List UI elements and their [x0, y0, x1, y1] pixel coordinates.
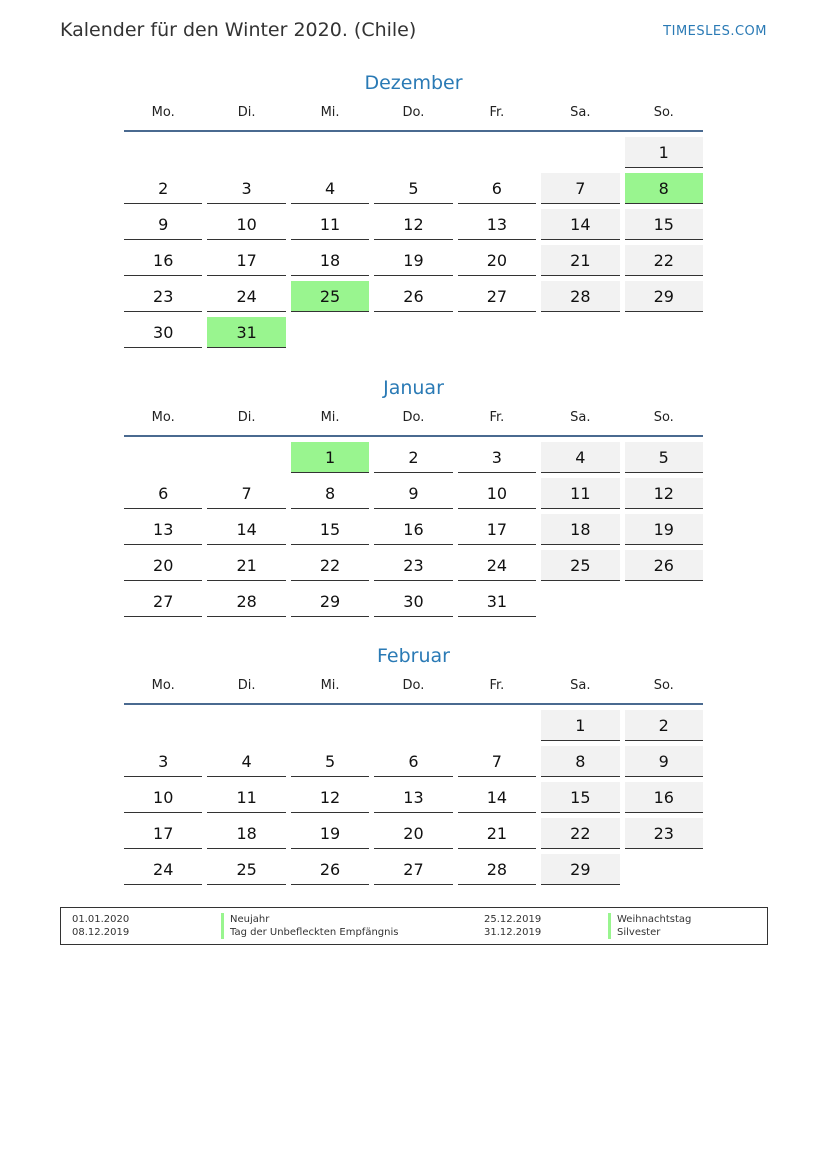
legend-holiday-name: Neujahr [221, 913, 269, 926]
empty-day-cell [625, 586, 703, 617]
day-cell: 21 [458, 818, 536, 849]
weekday-label: Mi. [320, 105, 340, 120]
day-cell: 1 [291, 442, 369, 473]
day-cell: 27 [124, 586, 202, 617]
day-cell: 16 [625, 782, 703, 813]
day-cell: 9 [124, 209, 202, 240]
day-cell: 5 [291, 746, 369, 777]
day-cell: 27 [458, 281, 536, 312]
page-title: Kalender für den Winter 2020. (Chile) [60, 19, 417, 41]
day-cell: 25 [541, 550, 619, 581]
day-cell: 14 [207, 514, 285, 545]
day-cell: 19 [291, 818, 369, 849]
day-cell: 13 [458, 209, 536, 240]
day-cell: 16 [124, 245, 202, 276]
day-cell: 10 [207, 209, 285, 240]
day-cell: 6 [124, 478, 202, 509]
day-cell: 18 [207, 818, 285, 849]
week-row [124, 442, 703, 473]
day-cell: 19 [374, 245, 452, 276]
day-cell: 29 [541, 854, 619, 885]
day-cell: 8 [625, 173, 703, 204]
day-cell: 28 [207, 586, 285, 617]
day-cell: 20 [124, 550, 202, 581]
day-cell: 2 [124, 173, 202, 204]
day-cell: 15 [625, 209, 703, 240]
legend-date: 25.12.2019 [484, 914, 542, 925]
month-dezember [124, 68, 703, 353]
day-cell: 26 [374, 281, 452, 312]
day-cell: 12 [625, 478, 703, 509]
empty-day-cell [458, 317, 536, 348]
day-cell: 7 [541, 173, 619, 204]
weekday-label: So. [653, 105, 674, 120]
empty-day-cell [291, 710, 369, 741]
month-februar [124, 641, 703, 890]
day-cell: 4 [541, 442, 619, 473]
empty-day-cell [458, 710, 536, 741]
day-cell: 17 [124, 818, 202, 849]
week-row [124, 245, 703, 276]
empty-day-cell [124, 442, 202, 473]
day-cell: 28 [541, 281, 619, 312]
day-cell: 3 [124, 746, 202, 777]
day-cell: 11 [207, 782, 285, 813]
day-cell: 1 [625, 137, 703, 168]
day-cell: 25 [207, 854, 285, 885]
week-row [124, 818, 703, 849]
day-cell: 17 [207, 245, 285, 276]
week-row [124, 782, 703, 813]
weekday-label: Fr. [489, 678, 505, 693]
day-cell: 26 [625, 550, 703, 581]
day-cell: 8 [541, 746, 619, 777]
weekday-header [124, 407, 703, 437]
empty-day-cell [207, 442, 285, 473]
day-cell: 3 [207, 173, 285, 204]
day-cell: 9 [625, 746, 703, 777]
holiday-legend [60, 907, 768, 945]
day-cell: 20 [458, 245, 536, 276]
day-cell: 7 [207, 478, 285, 509]
week-row [124, 478, 703, 509]
empty-day-cell [625, 854, 703, 885]
weekday-label: So. [653, 410, 674, 425]
weekday-label: Do. [402, 105, 425, 120]
day-cell: 2 [625, 710, 703, 741]
brand-link[interactable]: TIMESLES.COM [663, 24, 767, 39]
empty-day-cell [207, 710, 285, 741]
week-row [124, 586, 703, 617]
day-cell: 31 [458, 586, 536, 617]
empty-day-cell [291, 137, 369, 168]
day-cell: 14 [541, 209, 619, 240]
empty-day-cell [124, 137, 202, 168]
day-cell: 9 [374, 478, 452, 509]
day-cell: 23 [374, 550, 452, 581]
day-cell: 13 [374, 782, 452, 813]
empty-day-cell [541, 586, 619, 617]
month-januar [124, 373, 703, 622]
legend-holiday-name: Weihnachtstag [608, 913, 691, 926]
day-cell: 31 [207, 317, 285, 348]
empty-day-cell [458, 137, 536, 168]
empty-day-cell [541, 137, 619, 168]
day-cell: 18 [541, 514, 619, 545]
weekday-label: Mi. [320, 410, 340, 425]
day-cell: 25 [291, 281, 369, 312]
day-cell: 6 [374, 746, 452, 777]
day-cell: 28 [458, 854, 536, 885]
legend-holiday-name: Tag der Unbefleckten Empfängnis [221, 926, 398, 939]
day-cell: 20 [374, 818, 452, 849]
weekday-label: Mi. [320, 678, 340, 693]
week-row [124, 209, 703, 240]
day-cell: 30 [374, 586, 452, 617]
empty-day-cell [374, 137, 452, 168]
empty-day-cell [124, 710, 202, 741]
week-row [124, 281, 703, 312]
weekday-label: Mo. [151, 410, 175, 425]
empty-day-cell [207, 137, 285, 168]
day-cell: 8 [291, 478, 369, 509]
day-cell: 24 [207, 281, 285, 312]
weeks [124, 710, 703, 885]
day-cell: 16 [374, 514, 452, 545]
weekday-label: Di. [237, 678, 256, 693]
day-cell: 4 [291, 173, 369, 204]
day-cell: 14 [458, 782, 536, 813]
weekday-header [124, 102, 703, 132]
weekday-label: Sa. [570, 410, 591, 425]
day-cell: 19 [625, 514, 703, 545]
day-cell: 26 [291, 854, 369, 885]
day-cell: 24 [458, 550, 536, 581]
weekday-label: Do. [402, 678, 425, 693]
day-cell: 7 [458, 746, 536, 777]
day-cell: 23 [124, 281, 202, 312]
day-cell: 5 [625, 442, 703, 473]
week-row [124, 710, 703, 741]
day-cell: 21 [541, 245, 619, 276]
legend-date: 01.01.2020 [72, 914, 130, 925]
day-cell: 11 [291, 209, 369, 240]
empty-day-cell [374, 317, 452, 348]
day-cell: 4 [207, 746, 285, 777]
week-row [124, 854, 703, 885]
empty-day-cell [374, 710, 452, 741]
legend-date: 08.12.2019 [72, 927, 130, 938]
day-cell: 30 [124, 317, 202, 348]
week-row [124, 137, 703, 168]
week-row [124, 550, 703, 581]
day-cell: 22 [541, 818, 619, 849]
day-cell: 24 [124, 854, 202, 885]
weekday-label: Di. [237, 105, 256, 120]
weekday-label: So. [653, 678, 674, 693]
day-cell: 22 [291, 550, 369, 581]
day-cell: 13 [124, 514, 202, 545]
weekday-label: Fr. [489, 410, 505, 425]
weekday-label: Do. [402, 410, 425, 425]
day-cell: 29 [625, 281, 703, 312]
day-cell: 23 [625, 818, 703, 849]
weekday-label: Mo. [151, 105, 175, 120]
weekday-label: Di. [237, 410, 256, 425]
day-cell: 18 [291, 245, 369, 276]
day-cell: 15 [541, 782, 619, 813]
month-title: Dezember [364, 72, 463, 94]
day-cell: 10 [458, 478, 536, 509]
day-cell: 11 [541, 478, 619, 509]
empty-day-cell [541, 317, 619, 348]
day-cell: 6 [458, 173, 536, 204]
weekday-label: Fr. [489, 105, 505, 120]
weeks [124, 442, 703, 617]
weekday-header [124, 675, 703, 705]
day-cell: 17 [458, 514, 536, 545]
day-cell: 10 [124, 782, 202, 813]
day-cell: 21 [207, 550, 285, 581]
weekday-label: Sa. [570, 678, 591, 693]
day-cell: 5 [374, 173, 452, 204]
week-row [124, 514, 703, 545]
weekday-label: Mo. [151, 678, 175, 693]
day-cell: 12 [374, 209, 452, 240]
weekday-label: Sa. [570, 105, 591, 120]
day-cell: 2 [374, 442, 452, 473]
weeks [124, 137, 703, 348]
week-row [124, 317, 703, 348]
day-cell: 15 [291, 514, 369, 545]
month-title: Januar [383, 377, 444, 399]
day-cell: 12 [291, 782, 369, 813]
week-row [124, 746, 703, 777]
legend-date: 31.12.2019 [484, 927, 542, 938]
week-row [124, 173, 703, 204]
day-cell: 29 [291, 586, 369, 617]
day-cell: 22 [625, 245, 703, 276]
month-title: Februar [377, 645, 450, 667]
legend-holiday-name: Silvester [608, 926, 660, 939]
day-cell: 3 [458, 442, 536, 473]
empty-day-cell [291, 317, 369, 348]
empty-day-cell [625, 317, 703, 348]
day-cell: 27 [374, 854, 452, 885]
day-cell: 1 [541, 710, 619, 741]
